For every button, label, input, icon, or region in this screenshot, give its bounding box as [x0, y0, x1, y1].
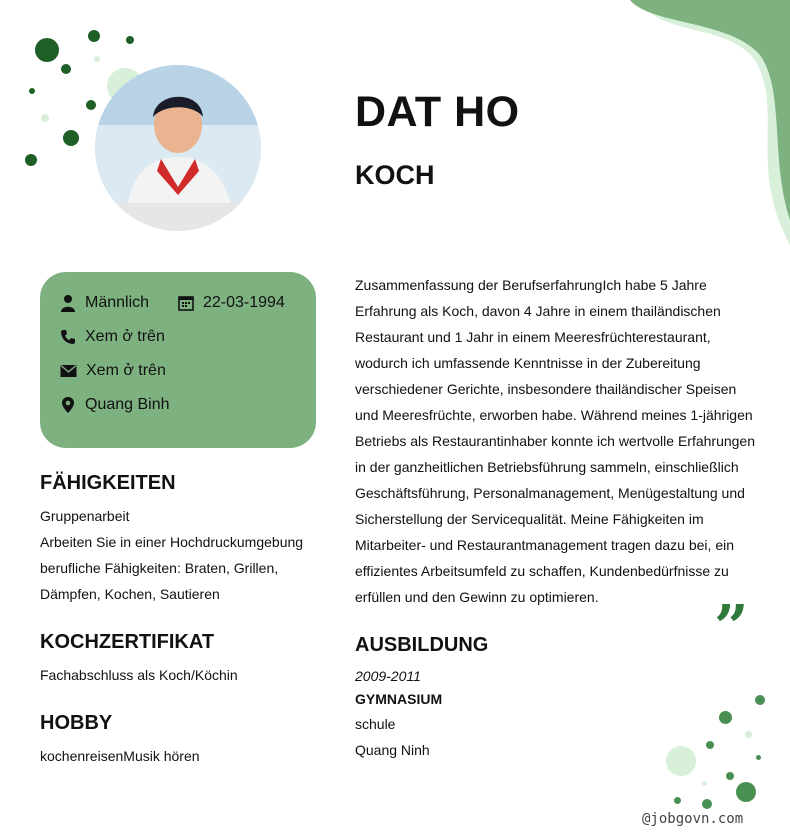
phone-icon	[60, 329, 76, 345]
location-row	[60, 396, 170, 414]
skills-heading: FÄHIGKEITEN	[40, 472, 176, 494]
mail-icon	[60, 364, 77, 378]
birthdate-row	[178, 294, 285, 312]
profile-photo	[95, 65, 261, 231]
phone-value: Xem ở trên	[85, 328, 165, 345]
location-pin-icon	[60, 396, 76, 414]
phone-row	[60, 328, 165, 346]
email-value: Xem ở trên	[86, 362, 166, 379]
corner-blob-decoration	[620, 0, 790, 250]
location-value: Quang Binh	[85, 396, 170, 413]
quote-mark-icon: ”	[714, 593, 749, 663]
education-place: Quang Ninh	[355, 742, 430, 758]
watermark: @jobgovn.com	[642, 811, 744, 827]
calendar-icon	[178, 295, 194, 311]
gender-value: Männlich	[85, 294, 150, 311]
education-years: 2009-2011	[355, 668, 421, 684]
education-school-type: GYMNASIUM	[355, 691, 443, 707]
skill-item: Arbeiten Sie in einer Hochdruckumgebung	[40, 534, 304, 550]
certificate-text: Fachabschluss als Koch/Köchin	[40, 667, 238, 683]
skill-item: berufliche Fähigkeiten: Braten, Grillen,	[40, 560, 279, 576]
birthdate-value: 22-03-1994	[203, 294, 285, 311]
job-title: KOCH	[355, 160, 435, 190]
education-school: schule	[355, 716, 396, 732]
person-icon	[60, 294, 76, 312]
skill-item: Dämpfen, Kochen, Sautieren	[40, 586, 220, 602]
email-row	[60, 362, 166, 380]
certificate-heading: KOCHZERTIFIKAT	[40, 631, 215, 653]
skill-item: Gruppenarbeit	[40, 508, 130, 524]
candidate-name: DAT HO	[355, 88, 520, 136]
education-heading: AUSBILDUNG	[355, 634, 489, 656]
gender-row	[60, 294, 149, 312]
hobby-heading: HOBBY	[40, 712, 113, 734]
hobby-text: kochenreisenMusik hören	[40, 748, 200, 764]
career-summary: Zusammenfassung der BerufserfahrungIch habe 5 Jahre Erfahrung als Koch, davon 4 Jahre in einem thailändischen Restaurant und 1 Jahr in einem Meeresfrüchterestaurant, wodurch ich umfassende Kenntnisse in der Zubereitung verschiedener Gerichte, insbesondere thailändischer Speisen und Meeresfrüchte, erworben habe. Während meines 1-jährigen Betriebs als Restaurantinhaber konnte ich wertvolle Erfahrungen in der ganzheitlichen Betriebsführung sammeln, einschließlich Geschäftsführung, Personalmanagement, Menügestaltung und Sicherstellung der Servicequalität. Meine Fähigkeiten im Mitarbeiter- und Restaurantmanagement tragen dazu bei, ein effizientes Arbeitsumfeld zu schaffen, Kundenbedürfnisse zu erfüllen und den Gewinn zu optimieren.	[355, 277, 756, 605]
